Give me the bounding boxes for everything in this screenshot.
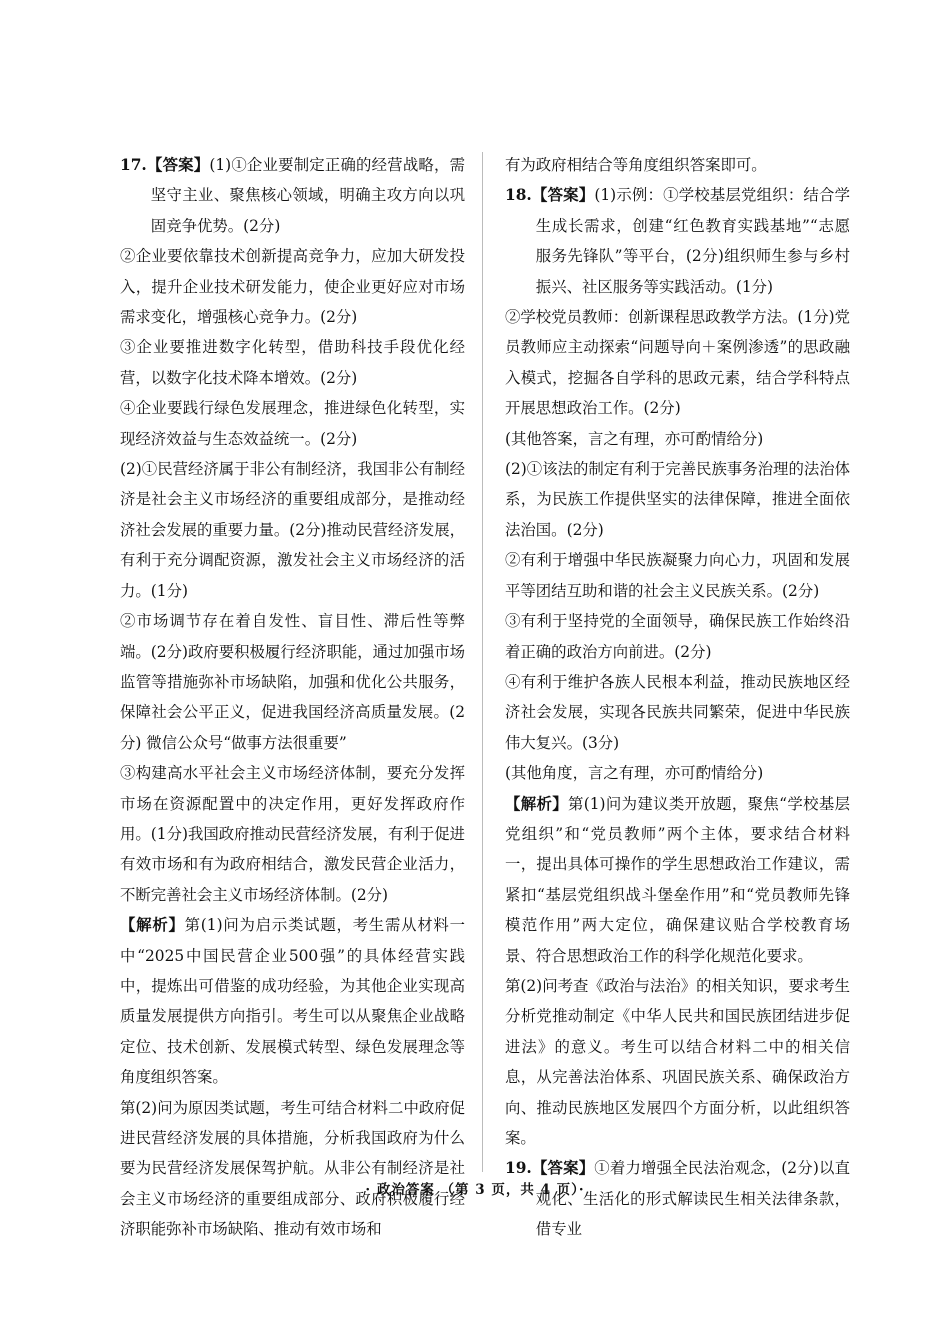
q18-answer-note-2: (其他角度，言之有理，亦可酌情给分) (505, 764, 764, 783)
q17-number: 17. (120, 156, 147, 174)
column-divider (482, 152, 483, 1172)
q18-answer-part1-2: ②学校党员教师：创新课程思政教学方法。(1分)党员教师应主动探索“问题导向＋案例渗透”的思政融入模式，挖掘各自学科的思政元素，结合学科特点开展思想政治工作。(2分) (505, 308, 851, 418)
q18-answer-part2-1: (2)①该法的制定有利于完善民族事务治理的法治体系，为民族工作提供坚实的法律保障，推进全面依法治国。(2分) (505, 460, 851, 539)
q17-analysis-tag: 【解析】 (120, 916, 185, 935)
q18-p1-text: (1)示例：①学校基层党组织：结合学生成长需求，创建“红色教育实践基地”“志愿服务先锋队”等平台，(2分)组织师生参与乡村振兴、社区服务等实践活动。(1分) (535, 186, 850, 296)
q18-a1-text: 第(1)问为建议类开放题，聚焦“学校基层党组织”和“党员教师”两个主体，要求结合材料一，提出具体可操作的学生思想政治工作建议，需紧扣“基层党组织战斗堡垒作用”和“党员教师先锋模范作用”两大定位，确保建议贴合学校教育场景、符合思想政治工作的科学化规范化要求。 (505, 794, 850, 965)
q19-answer-1 (505, 1153, 850, 1244)
q19-p1-text: ①着力增强全民法治观念，(2分)以直观化、生活化的形式解读民生相关法律条款，借专业 (535, 1159, 850, 1239)
q17-analysis-1 (120, 910, 465, 1092)
q19-answer-tag: 【答案】 (531, 1159, 595, 1178)
q18-answer-note-1: (其他答案，言之有理，亦可酌情给分) (505, 429, 764, 448)
q18-answer-part2-3: ③有利于坚持党的全面领导，确保民族工作始终沿着正确的政治方向前进。(2分) (505, 612, 850, 661)
q18-answer-part2-4: ④有利于维护各族人民根本利益，推动民族地区经济社会发展，实现各民族共同繁荣，促进中华民族伟大复兴。(3分) (505, 672, 850, 752)
q17-answer-part2-1: (2)①民营经济属于非公有制经济，我国非公有制经济是社会主义市场经济的重要组成部分，是推动经济社会发展的重要力量。(2分)推动民营经济发展，有利于充分调配资源，激发社会主义市场经济的活力。(1分) (120, 460, 466, 600)
q17-answer-part1-3: ③企业要推进数字化转型，借助科技手段优化经营，以数字化技术降本增效。(2分) (120, 338, 465, 387)
q18-number: 18. (505, 186, 532, 205)
q17-answer-part1-4: ④企业要践行绿色发展理念，推进绿色化转型，实现经济效益与生态效益统一。(2分) (120, 399, 465, 448)
right-column (505, 150, 850, 1245)
q17-answer-tag: 【答案】 (146, 156, 210, 174)
q17-answer-part2-3: ③构建高水平社会主义市场经济体制，要充分发挥市场在资源配置中的决定作用，更好发挥政府作用。(1分)我国政府推动民营经济发展，有利于促进有效市场和有为政府相结合，激发民营企业活力，不断完善社会主义市场经济体制。(2分) (120, 764, 466, 904)
q19-number: 19. (505, 1159, 532, 1178)
q17-answer-part2-2: ②市场调节存在着自发性、盲目性、滞后性等弊端。(2分)政府要积极履行经济职能，通过加强市场监管等措施弥补市场缺陷，加强和优化公共服务，保障社会公平正义，促进我国经济高质量发展。(2分) 微信公众号“做事方法很重要” (120, 612, 466, 752)
left-column (120, 150, 465, 1245)
q17-analysis-continued: 有为政府相结合等角度组织答案即可。 (505, 156, 767, 174)
q17-a1-text: 第(1)问为启示类试题，考生需从材料一中“2025中国民营企业500强”的具体经营实践中，提炼出可借鉴的成功经验，为其他企业实现高质量发展提供方向指引。考生可以从聚焦企业战略定位、技术创新、发展模式转型、绿色发展理念等角度组织答案。 (120, 916, 465, 1087)
q18-answer-part1-1 (505, 180, 850, 302)
page-footer: · 政治答案 （第 3 页，共 4 页）· (365, 1182, 585, 1198)
q18-analysis-1 (505, 789, 850, 971)
q17-analysis-2: 第(2)问为原因类试题，考生可结合材料二中政府促进民营经济发展的具体措施，分析我国政府为什么要为民营经济发展保驾护航。从非公有制经济是社会主义市场经济的重要组成部分、政府积极履行经济职能弥补市场缺陷、推动有效市场和 (120, 1098, 466, 1239)
q18-answer-tag: 【答案】 (531, 186, 595, 205)
q18-answer-part2-2: ②有利于增强中华民族凝聚力向心力，巩固和发展平等团结互助和谐的社会主义民族关系。(2分) (505, 551, 850, 600)
q18-analysis-tag: 【解析】 (505, 794, 568, 813)
q17-answer-part1-1 (120, 150, 465, 241)
q18-analysis-2: 第(2)问考查《政治与法治》的相关知识，要求考生分析党推动制定《中华人民共和国民族团结进步促进法》的意义。考生可以结合材料二中的相关信息，从完善法治体系、巩固民族关系、确保政治方向、推动民族地区发展四个方面分析，以此组织答案。 (505, 976, 851, 1147)
q17-p1-text: (1)①企业要制定正确的经营战略，需坚守主业、聚焦核心领域，明确主攻方向以巩固竞争优势。(2分) (150, 156, 465, 235)
q17-answer-part1-2: ②企业要依靠技术创新提高竞争力，应加大研发投入，提升企业技术研发能力，使企业更好应对市场需求变化，增强核心竞争力。(2分) (120, 247, 465, 327)
